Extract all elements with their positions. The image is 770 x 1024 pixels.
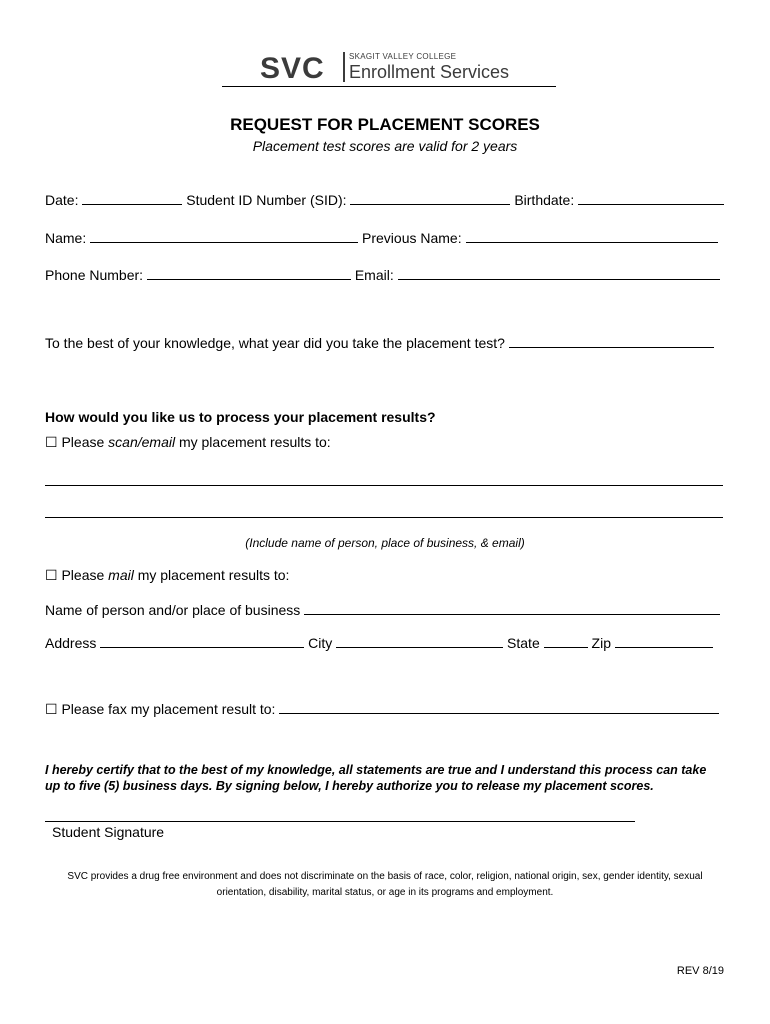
- date-label: Date:: [45, 192, 79, 208]
- scan-email-checkbox[interactable]: ☐: [45, 434, 58, 450]
- include-note: (Include name of person, place of business, & email): [245, 536, 525, 550]
- email-field[interactable]: [398, 267, 720, 280]
- city-label: City: [308, 635, 333, 651]
- nondiscrimination-disclaimer: SVC provides a drug free environment and does not discriminate on the basis of race, color, religion, national origin, sex, gender identity, sexual orientation, disability, marital status, or age in its programs and employment.: [67, 871, 703, 898]
- birthdate-label: Birthdate:: [514, 192, 575, 208]
- scan-email-line-1[interactable]: [45, 485, 723, 486]
- previous-name-field[interactable]: [466, 230, 718, 243]
- phone-field[interactable]: [147, 267, 351, 280]
- date-row: [45, 192, 724, 208]
- address-label: Address: [45, 635, 97, 651]
- state-label: State: [507, 635, 540, 651]
- name-row: [45, 230, 718, 246]
- fax-checkbox[interactable]: ☐: [45, 701, 58, 717]
- mail-option: [45, 567, 289, 584]
- signature-label: Student Signature: [52, 824, 165, 840]
- email-label: Email:: [354, 267, 394, 283]
- fax-option: [45, 701, 719, 718]
- scan-email-post: my placement results to:: [175, 434, 331, 450]
- person-business-field[interactable]: [304, 602, 720, 615]
- sid-field[interactable]: [350, 192, 510, 205]
- state-field[interactable]: [544, 635, 588, 648]
- signature-line[interactable]: [45, 821, 635, 822]
- mail-em: mail: [108, 567, 134, 583]
- process-question: How would you like us to process your placement results?: [45, 409, 436, 425]
- phone-row: [45, 267, 720, 283]
- page-title: REQUEST FOR PLACEMENT SCORES: [230, 115, 540, 134]
- mail-checkbox[interactable]: ☐: [45, 567, 58, 583]
- year-question-label: To the best of your knowledge, what year did you take the placement test?: [45, 335, 505, 351]
- year-question-row: [45, 335, 714, 351]
- fax-field[interactable]: [279, 701, 719, 714]
- mail-post: my placement results to:: [133, 567, 290, 583]
- phone-label: Phone Number:: [45, 267, 144, 283]
- birthdate-field[interactable]: [578, 192, 724, 205]
- year-field[interactable]: [509, 335, 714, 348]
- previous-name-label: Previous Name:: [362, 230, 462, 246]
- logo-divider: [343, 52, 345, 82]
- enrollment-services-logo: [222, 48, 556, 88]
- zip-field[interactable]: [615, 635, 713, 648]
- page-subtitle: Placement test scores are valid for 2 years: [252, 138, 518, 154]
- zip-label: Zip: [591, 635, 611, 651]
- person-business-row: [45, 602, 720, 618]
- certification-statement: I hereby certify that to the best of my knowledge, all statements are true and I understand this process can take up to five (5) business days. By signing below, I hereby authorize you to release my placement scores.: [45, 763, 707, 793]
- revision-label: REV 8/19: [676, 965, 724, 977]
- person-business-label: Name of person and/or place of business: [45, 602, 301, 618]
- scan-email-pre: Please: [61, 434, 109, 450]
- sid-label: Student ID Number (SID):: [186, 192, 347, 208]
- scan-email-em: scan/email: [108, 434, 176, 450]
- name-field[interactable]: [90, 230, 358, 243]
- logo-college-text: SKAGIT VALLEY COLLEGE: [349, 52, 457, 61]
- name-label: Name:: [45, 230, 87, 246]
- date-field[interactable]: [82, 192, 182, 205]
- logo-services-text: Enrollment Services: [349, 62, 510, 82]
- scan-email-line-2[interactable]: [45, 517, 723, 518]
- city-field[interactable]: [336, 635, 503, 648]
- mail-pre: Please: [61, 567, 109, 583]
- logo-svc-text: SVC: [260, 52, 325, 85]
- address-field[interactable]: [100, 635, 304, 648]
- address-row: [45, 635, 713, 651]
- logo-rule: [222, 86, 556, 87]
- scan-email-option: [45, 434, 331, 451]
- fax-label: Please fax my placement result to:: [61, 701, 276, 717]
